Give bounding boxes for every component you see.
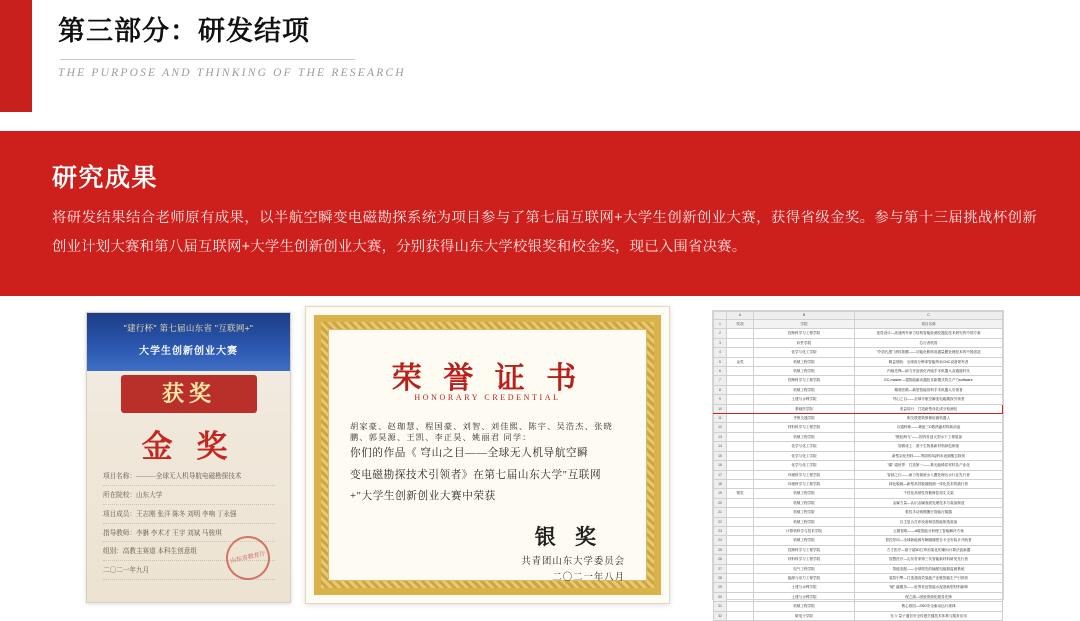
cell-college: 能源与动力工程学院 (754, 573, 855, 582)
cell-college: 土建与水利学院 (754, 592, 855, 601)
certificates-row (0, 296, 1080, 618)
table-row (714, 583, 1003, 592)
cell-prize (727, 611, 754, 620)
table-row (714, 404, 1003, 413)
cell-prize (727, 414, 754, 423)
row-number: 1 (714, 320, 727, 329)
table-row (714, 545, 1003, 554)
cell-project: 个性化高韧性骨骼修复再生支架 (855, 489, 1003, 498)
cell-project: 新型杂化材料——界面的3Q纳米表面酸去除剂 (855, 451, 1003, 460)
row-number: 23 (714, 526, 727, 535)
cell-college: 机械工程学院 (754, 602, 855, 611)
table-row (714, 451, 1003, 460)
cell-prize (727, 498, 754, 507)
official-seal: 山东省教育厅 (222, 532, 274, 584)
row-number: 28 (714, 573, 727, 582)
spreadsheet-header-row (714, 320, 1003, 329)
row-number: 14 (714, 442, 727, 451)
table-row (714, 592, 1003, 601)
table-row (714, 329, 1003, 338)
table-row (714, 508, 1003, 517)
page-subtitle: THE PURPOSE AND THINKING OF THE RESEARCH (58, 67, 406, 80)
cell-project: 智控导向—全球新能源车辆碰撞预告卡全安装计开航者 (855, 536, 1003, 545)
cell-prize (727, 451, 754, 460)
cell-prize (727, 508, 754, 517)
cell-project: 精益领航：全球高分辨率智能纳米CNC设备领军者 (855, 357, 1003, 366)
results-band (0, 131, 1080, 296)
cell-project: 保之源—固废资源化服务先锋 (855, 592, 1003, 601)
award-field: 组别：高教主赛道 本科生创意组 (103, 546, 275, 561)
row-number: 29 (714, 583, 727, 592)
honor-issuer-name: 共青团山东大学委员会 (521, 557, 625, 567)
cell-prize (727, 461, 754, 470)
cell-project: 光斗·量子通信安全传感关键技术体系与服务应用 (855, 611, 1003, 620)
table-row (714, 348, 1003, 357)
section-heading: 研究成果 (52, 164, 159, 192)
cell-college: 化学与化工学院 (754, 461, 855, 470)
row-number: 4 (714, 348, 727, 357)
spreadsheet-table (713, 311, 1003, 621)
award-field: 项目成员：王志刚 张洋 陈冬 刘明 李响 丁永强 (103, 509, 275, 524)
honor-body-line: 变电磁勘探技术引领者》在第七届山东大学"互联网 (350, 469, 602, 481)
cell-prize (727, 602, 754, 611)
honor-title: 荣 誉 证 书 (391, 362, 584, 395)
cell-college: 计算机科学与技术学院 (754, 526, 855, 535)
cell-prize (727, 470, 754, 479)
table-row (714, 470, 1003, 479)
table-row (714, 498, 1003, 507)
cell-college: 电气工程学院 (754, 564, 855, 573)
table-row (714, 385, 1003, 394)
award-event-line: 大学生创新创业大赛 (139, 346, 238, 357)
table-row (714, 376, 1003, 385)
cell-college: 控制科学与工程学院 (754, 545, 855, 554)
table-row (714, 573, 1003, 582)
award-header (87, 313, 290, 371)
table-row (714, 517, 1003, 526)
cell-prize: 金奖 (727, 357, 754, 366)
column-letter: C (855, 312, 1003, 320)
table-row (714, 357, 1003, 366)
spreadsheet-body (714, 329, 1003, 621)
row-number: 13 (714, 432, 727, 441)
cell-college: 化学与化工学院 (754, 442, 855, 451)
cell-college: 基础医学院 (754, 404, 855, 413)
table-row (714, 461, 1003, 470)
section-body-text: 将研发结果结合老师原有成果，以半航空瞬变电磁勘探系统为项目参与了第七届互联网+大学生创新创业大赛，获得省级金奖。参与第十三届挑战杯创新创业计划大赛和第八届互联网+大学生创新创业大赛，分别获得山东大学校银奖和校金奖，现已入围省决赛。 (52, 210, 1037, 255)
page-title: 第三部分：研发结项 (58, 16, 310, 46)
table-row (714, 414, 1003, 423)
row-number: 22 (714, 517, 727, 526)
award-prize-label: 金 奖 (141, 429, 236, 464)
cell-project: 内镜先锋—助力开创消化内镜手术机器人双通道时代 (855, 367, 1003, 376)
spreadsheet-column-letters (714, 312, 1003, 320)
cell-prize (727, 395, 754, 404)
cell-project: 视觉设计—高速列车承力结构智能检测仪器及技术研究的中国方案 (855, 329, 1003, 338)
row-number: 12 (714, 423, 727, 432)
cell-project: 云图智联——A级智能分析理工智能解决方案 (855, 526, 1003, 535)
award-list-spreadsheet (712, 310, 1004, 618)
honor-issuer-date: 二〇二一年八月 (552, 572, 625, 583)
cell-prize (727, 385, 754, 394)
row-number: 25 (714, 545, 727, 554)
row-number: 17 (714, 470, 727, 479)
cell-prize (727, 536, 754, 545)
cell-prize (727, 583, 754, 592)
honor-body-line: 你们的作品《 穹山之目——全球无人机导航空瞬 (350, 448, 589, 459)
cell-project: "碳" 索世界：打造第一——系光能烯炭材料及产业化 (855, 461, 1003, 470)
award-field: 所在院校：山东大学 (103, 490, 275, 505)
cell-project: "链轮海飞"——国内首创大型水下工程装备 (855, 432, 1003, 441)
cell-college: 控制科学与工程学院 (754, 376, 855, 385)
cell-college: 环境科学与工程学院 (754, 479, 855, 488)
row-number: 19 (714, 489, 727, 498)
table-row (714, 602, 1003, 611)
honor-body-line: +"大学生创新创业大赛中荣获 (350, 491, 496, 503)
column-letter: A (727, 312, 754, 320)
cell-project: 精准医路—新型智能骨科手术机器人引领者 (855, 385, 1003, 394)
row-number: 15 (714, 451, 727, 460)
cell-prize (727, 329, 754, 338)
table-row (714, 395, 1003, 404)
row-number: 31 (714, 602, 727, 611)
cell-prize (727, 517, 754, 526)
cell-project: 百通科修——兼备三D数热悬材料新前途 (855, 423, 1003, 432)
cell-college: 机械工程学院 (754, 536, 855, 545)
table-row (714, 555, 1003, 564)
cell-college: 机械工程学院 (754, 517, 855, 526)
cell-project: 自主复合打印设备制造智能制造装备 (855, 517, 1003, 526)
cell-project: 智绿之行——助力有源废水入膜处理污水行业先行者 (855, 470, 1003, 479)
cell-project: EC-master—超智能驱动器技术新模式的生产力software (855, 376, 1003, 385)
cell-project: 氢智引擎—打造超高效氢能产业链智能生产引领者 (855, 573, 1003, 582)
cell-college: 化学与化工学院 (754, 451, 855, 460)
cell-project: 金属力量—认识金属表面处理技术与装备制造 (855, 498, 1003, 507)
row-number: 3 (714, 338, 727, 347)
row-number: 30 (714, 592, 727, 601)
honor-subtitle: HONORARY CREDENTIAL (414, 393, 561, 402)
cell-prize (727, 592, 754, 601)
cell-prize (727, 367, 754, 376)
cell-project: 穹山之目——全球半航空瞬变电磁勘探引领者 (855, 395, 1003, 404)
row-number: 6 (714, 367, 727, 376)
row-number: 7 (714, 376, 727, 385)
cell-college: 土建与水利学院 (754, 583, 855, 592)
award-field: 项目名称：———全球无人机导航电磁勘探技术 (103, 471, 275, 486)
cell-project: 职交联建筑维修检测机器人 (855, 414, 1003, 423)
cell-project: 智能变配——全球领先的输配电能源监测系统 (855, 564, 1003, 573)
cell-prize (727, 423, 754, 432)
cell-college: 材料科学与工程学院 (754, 555, 855, 564)
row-number: 5 (714, 357, 727, 366)
table-row (714, 442, 1003, 451)
cell-prize (727, 545, 754, 554)
table-row (714, 611, 1003, 620)
table-row (714, 536, 1003, 545)
cell-college: 机械工程学院 (754, 432, 855, 441)
row-number: 24 (714, 536, 727, 545)
cell-college: 机械工程学院 (754, 385, 855, 394)
cell-prize: 银奖 (727, 489, 754, 498)
cell-college: 环境科学与工程学院 (754, 470, 855, 479)
award-badge-text: 获奖 (161, 381, 216, 406)
cell-project: 芯行者机智 (855, 338, 1003, 347)
award-org-line: "建行杯" 第七届山东省 "互联网+" (123, 323, 254, 333)
honor-body (350, 443, 633, 508)
row-number: 32 (714, 611, 727, 620)
header-accent-bar (0, 0, 32, 112)
table-row (714, 479, 1003, 488)
cell-project: 绿色脱硫—新型高效脱硫脱硝一体化技术的践行者 (855, 479, 1003, 488)
cell-project: 柔性手动规模搬行智能行爬器 (855, 508, 1003, 517)
cell-college: 齐鲁交通学院 (754, 414, 855, 423)
honor-certificate-image (305, 306, 670, 604)
table-row (714, 338, 1003, 347)
cell-project: 智慧医疗—山东首家第三代智能新材料研发先行者 (855, 555, 1003, 564)
table-row (714, 564, 1003, 573)
table-row (714, 489, 1003, 498)
cell-project: 核心基因—SSD安全驱动运行规律 (855, 602, 1003, 611)
cell-college: 机械工程学院 (754, 498, 855, 507)
row-number: 18 (714, 479, 727, 488)
cell-project: 美益同行：打造新型母乳成分检测仪 (855, 404, 1003, 413)
row-number: 21 (714, 508, 727, 517)
row-number: 20 (714, 498, 727, 507)
cell-college: 控制科学与工程学院 (754, 329, 855, 338)
header-cell: 学院 (754, 320, 855, 329)
cell-project: 智微成上：基于生物基新材料绿色制备 (855, 442, 1003, 451)
row-number: 2 (714, 329, 727, 338)
column-letter: B (754, 312, 855, 320)
cell-college: 土建与水利学院 (754, 395, 855, 404)
row-number: 16 (714, 461, 727, 470)
cell-college: 微电子学院 (754, 611, 855, 620)
cell-prize (727, 404, 754, 413)
honor-issuer (521, 555, 625, 587)
honor-prize-label: 银 奖 (534, 525, 603, 549)
table-row (714, 423, 1003, 432)
cell-college: 机械工程学院 (754, 357, 855, 366)
cell-prize (727, 564, 754, 573)
cell-prize (727, 526, 754, 535)
corner-cell (714, 312, 727, 320)
cell-project: "介质孔感" 固体基膜——功能化修饰高通量膜处理技术的中国创造 (855, 348, 1003, 357)
cell-college: 机械工程学院 (754, 489, 855, 498)
header-cell: 奖项 (727, 320, 754, 329)
cell-project: "硬" 融服务——世界首创智能水泥基新型材料新制 (855, 583, 1003, 592)
cell-college: 机械工程学院 (754, 508, 855, 517)
cell-college: 机械工程学院 (754, 367, 855, 376)
header-cell: 项目名称 (855, 320, 1003, 329)
row-number: 26 (714, 555, 727, 564)
cell-prize (727, 376, 754, 385)
honor-recipients: 胡家豪、赵珈慧、程国豪、刘智、刘佳熙、陈宇、吴浩杰、张晓鹏、郭昊源、王凯、李正昊、姚丽君 同学： (350, 422, 613, 442)
row-number: 8 (714, 385, 727, 394)
cell-prize (727, 479, 754, 488)
cell-prize (727, 442, 754, 451)
award-certificate-image (86, 312, 291, 603)
table-row (714, 367, 1003, 376)
table-row (714, 526, 1003, 535)
cell-prize (727, 338, 754, 347)
cell-college: 化学与化工学院 (754, 348, 855, 357)
slide-header (58, 14, 958, 79)
header-divider (60, 59, 355, 60)
cell-project: 方寸医疗—基于超3D打印形架化的兼向计算法创新器 (855, 545, 1003, 554)
row-number: 10 (714, 404, 727, 413)
cell-prize (727, 432, 754, 441)
cell-prize (727, 348, 754, 357)
row-number: 27 (714, 564, 727, 573)
cell-prize (727, 573, 754, 582)
award-badge (121, 375, 257, 413)
row-number: 9 (714, 395, 727, 404)
cell-college: 软件学院 (754, 338, 855, 347)
row-number: 11 (714, 414, 727, 423)
cell-college: 材料科学与工程学院 (754, 423, 855, 432)
cell-prize (727, 555, 754, 564)
award-field: 指导教师：李貅 李术才 王宇 刘斌 马骏琪 (103, 528, 275, 543)
award-field: 二〇二一年九月 (103, 565, 275, 580)
table-row (714, 432, 1003, 441)
